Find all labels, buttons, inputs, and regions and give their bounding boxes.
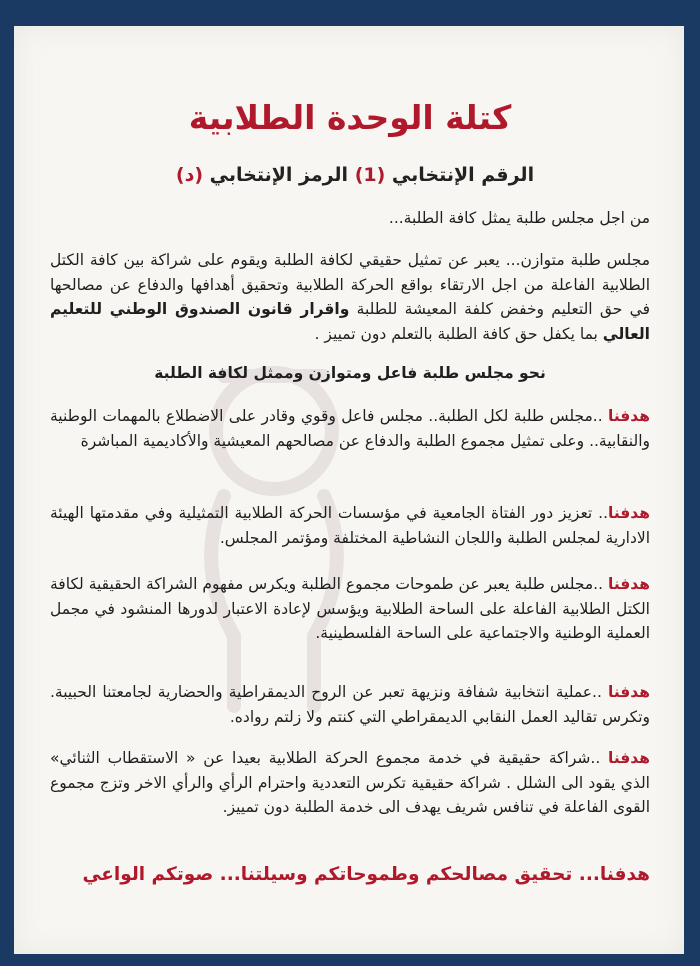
leaflet-content bbox=[50, 26, 650, 954]
electoral-number-label: الرقم الإنتخابي bbox=[391, 164, 535, 186]
goal-text: ..مجلس طلبة لكل الطلبة.. مجلس فاعل وقوي وقادر على الاضطلاع بالمهمات الوطنية والنقابية.. وعلى تمثيل مجموع الطلبة والدفاع عن مصالحهم المعيشية والأكاديمية المباشرة bbox=[50, 407, 650, 450]
page-title: كتلة الوحدة الطلابية bbox=[188, 98, 512, 137]
goal-text: .. تعزيز دور الفتاة الجامعية في مؤسسات الحركة الطلابية التمثيلية وفي مقدمتها الهيئة الادارية لمجلس الطلبة واللجان النشاطية المختلفة ومؤتمر المجلس. bbox=[50, 504, 650, 547]
intro-line: من اجل مجلس طلبة يمثل كافة الطلبة... bbox=[388, 209, 650, 227]
electoral-symbol-label: الرمز الإنتخابي bbox=[209, 164, 349, 186]
intro-paragraph bbox=[50, 248, 650, 346]
goal-lead: هدفنا bbox=[608, 504, 650, 522]
goal-lead: هدفنا bbox=[608, 683, 650, 701]
intro-paragraph-bold: واقرار قانون الصندوق الوطني للتعليم العالي bbox=[50, 300, 650, 343]
goal-paragraph bbox=[50, 501, 650, 550]
subheading: نحو مجلس طلبة فاعل ومتوازن وممثل لكافة الطلبة bbox=[154, 364, 546, 382]
goal-paragraph bbox=[50, 746, 650, 820]
goal-text: ..عملية انتخابية شفافة ونزيهة تعبر عن الروح الديمقراطية والحضارية لجامعتنا الحبيبة. وتكرس تقاليد العمل النقابي الديمقراطي التي كنتم ولا زلتم رواده. bbox=[50, 683, 650, 726]
intro-paragraph-tail: بما يكفل حق كافة الطلبة بالتعلم دون تمييز . bbox=[314, 324, 603, 343]
electoral-number-value: (1) bbox=[354, 164, 386, 186]
intro-paragraph-text: مجلس طلبة متوازن... يعبر عن تمثيل حقيقي لكافة الطلبة ويقوم على شراكة بين كافة الكتل الطلابية الفاعلة من اجل الارتقاء بواقع الحركة الطلابية وتحقيق أهدافها والدفاع عن مصالحها في حق التعليم وخفض كلفة المعيشة للطلبة bbox=[50, 251, 650, 318]
closing-slogan: هدفنا... تحقيق مصالحكم وطموحاتكم وسيلتنا... صوتكم الواعي bbox=[82, 864, 650, 885]
goal-paragraph bbox=[50, 404, 650, 453]
goal-lead: هدفنا bbox=[608, 407, 650, 425]
electoral-symbol-value: (د) bbox=[175, 164, 204, 186]
goal-lead: هدفنا bbox=[608, 749, 650, 767]
goal-text: ..مجلس طلبة يعبر عن طموحات مجموع الطلبة ويكرس مفهوم الشراكة الحقيقية لكافة الكتل الطلابية الفاعلة على الساحة الطلابية ويؤسس لإعادة الاعتبار لدورها المنشود في مجمل العملية الوطنية والاجتماعية على الساحة الفلسطينية. bbox=[50, 575, 650, 642]
goal-paragraph bbox=[50, 680, 650, 729]
goal-paragraph bbox=[50, 572, 650, 646]
electoral-info bbox=[90, 164, 620, 186]
leaflet-page bbox=[14, 26, 684, 954]
goal-lead: هدفنا bbox=[608, 575, 650, 593]
goal-text: ..شراكة حقيقية في خدمة مجموع الحركة الطلابية بعيدا عن « الاستقطاب الثنائي» الذي يقود الى الشلل . شراكة حقيقية تكرس التعددية واحترام الرأي والرأي الاخر وتزج مجموع القوى الفاعلة في تنافس شريف يهدف الى خدمة الطلبة دون تمييز. bbox=[50, 749, 650, 816]
